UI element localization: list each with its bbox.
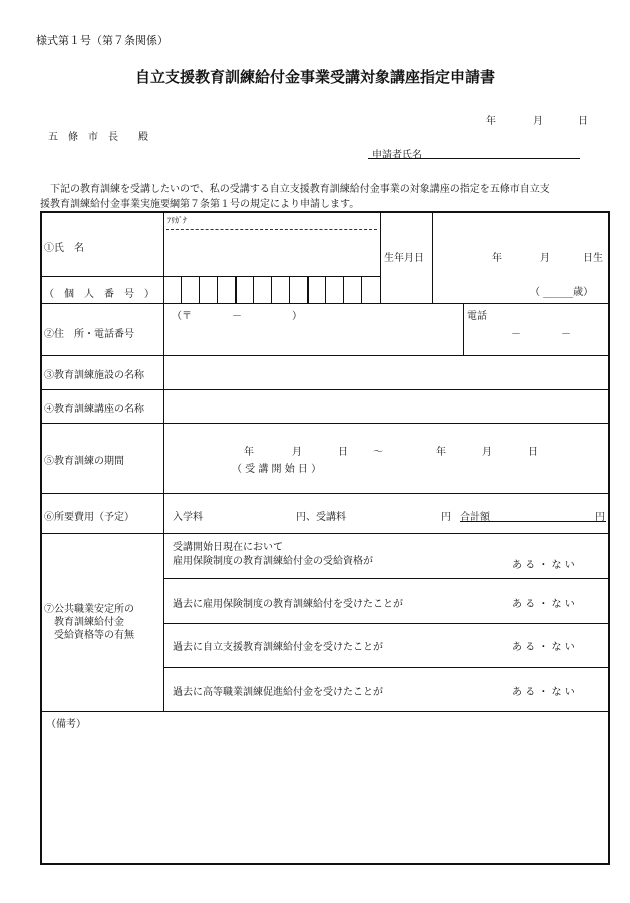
tuition-yen: 円: [441, 512, 451, 523]
period-start-month: 月: [292, 447, 302, 458]
intro-line-2: 援教育訓練給付金事業実施要綱第７条第１号の規定により申請します。: [40, 199, 360, 210]
form-number: 様式第１号（第７条関係）: [36, 34, 168, 47]
individual-number-label: （ 個 人 番 号 ）: [44, 289, 154, 300]
birth-year: 年: [492, 253, 502, 264]
phone-dash-1: －: [511, 329, 521, 340]
eligibility-row-3-text: 過去に自立支援教育訓練給付金を受けたことが: [173, 642, 383, 653]
course-input[interactable]: [164, 390, 608, 423]
date-day: 日: [578, 116, 588, 127]
facility-input[interactable]: [164, 356, 608, 389]
age-field[interactable]: （ ______歳）: [530, 287, 594, 298]
tuition-fee-label: 円、受講料: [296, 512, 346, 523]
eligibility-label: [44, 603, 134, 642]
period-note: （ 受 講 開 始 日 ）: [232, 464, 322, 475]
eligibility-row-1-line-2: 雇用保険制度の教育訓練給付金の受給資格が: [173, 556, 373, 567]
birth-date-label: 生年月日: [384, 253, 424, 264]
remarks-label: （備考）: [46, 719, 86, 730]
page-title: 自立支援教育訓練給付金事業受講対象講座指定申請書: [134, 68, 495, 86]
total-yen: 円: [595, 512, 605, 523]
eligibility-row-2-choice[interactable]: あ る ・ な い: [512, 599, 575, 610]
eligibility-label-line-3: 受給資格等の有無: [54, 630, 134, 641]
eligibility-label-line-2: 教育訓練給付金: [54, 617, 124, 628]
applicant-name-line[interactable]: [368, 158, 580, 159]
birth-day: 日生: [583, 253, 603, 264]
phone-label: 電話: [467, 311, 487, 322]
cost-label: ⑥所要費用（予定）: [44, 512, 134, 523]
applicant-name-label: 申請者氏名: [372, 150, 422, 161]
name-label: ①氏 名: [44, 243, 84, 254]
period-end-month: 月: [482, 447, 492, 458]
period-end-day: 日: [528, 447, 538, 458]
addressee: 五 條 市 長 殿: [48, 132, 148, 143]
period-end-year: 年: [436, 447, 446, 458]
eligibility-row-3-choice[interactable]: あ る ・ な い: [512, 642, 575, 653]
address-label: ②住 所・電話番号: [44, 329, 134, 340]
intro-line-1: 下記の教育訓練を受講したいので、私の受講する自立支援教育訓練給付金事業の対象講座の指定を五條市自立支: [50, 184, 550, 195]
birth-month: 月: [540, 253, 550, 264]
total-label: 合計額: [460, 512, 490, 523]
phone-dash-2: －: [561, 329, 571, 340]
eligibility-row-1-choice[interactable]: あ る ・ な い: [512, 560, 575, 571]
period-start-day: 日: [338, 447, 348, 458]
date-year: 年: [486, 116, 496, 127]
period-start-year: 年: [244, 447, 254, 458]
eligibility-row-4-text: 過去に高等職業訓練促進給付金を受けたことが: [173, 687, 383, 698]
eligibility-row-1-text: [173, 541, 373, 569]
date-month: 月: [533, 116, 543, 127]
period-label: ⑤教育訓練の期間: [44, 456, 124, 467]
name-input[interactable]: [166, 231, 378, 275]
course-label: ④教育訓練講座の名称: [44, 404, 144, 415]
eligibility-row-4-choice[interactable]: あ る ・ な い: [512, 687, 575, 698]
eligibility-label-line-1: ⑦公共職業安定所の: [44, 604, 134, 615]
postal-code-field[interactable]: （〒 － ）: [172, 311, 302, 322]
admission-fee-label: 入学料: [173, 512, 203, 523]
eligibility-row-2-text: 過去に雇用保険制度の教育訓練給付を受けたことが: [173, 599, 403, 610]
furigana-label: ﾌﾘｶﾞﾅ: [167, 216, 187, 225]
remarks-input[interactable]: [44, 730, 606, 860]
facility-label: ③教育訓練施設の名称: [44, 370, 144, 381]
individual-number-input[interactable]: [164, 277, 380, 303]
period-tilde: ～: [373, 447, 383, 458]
eligibility-row-1-line-1: 受講開始日現在において: [173, 542, 283, 553]
total-line[interactable]: [460, 521, 606, 522]
